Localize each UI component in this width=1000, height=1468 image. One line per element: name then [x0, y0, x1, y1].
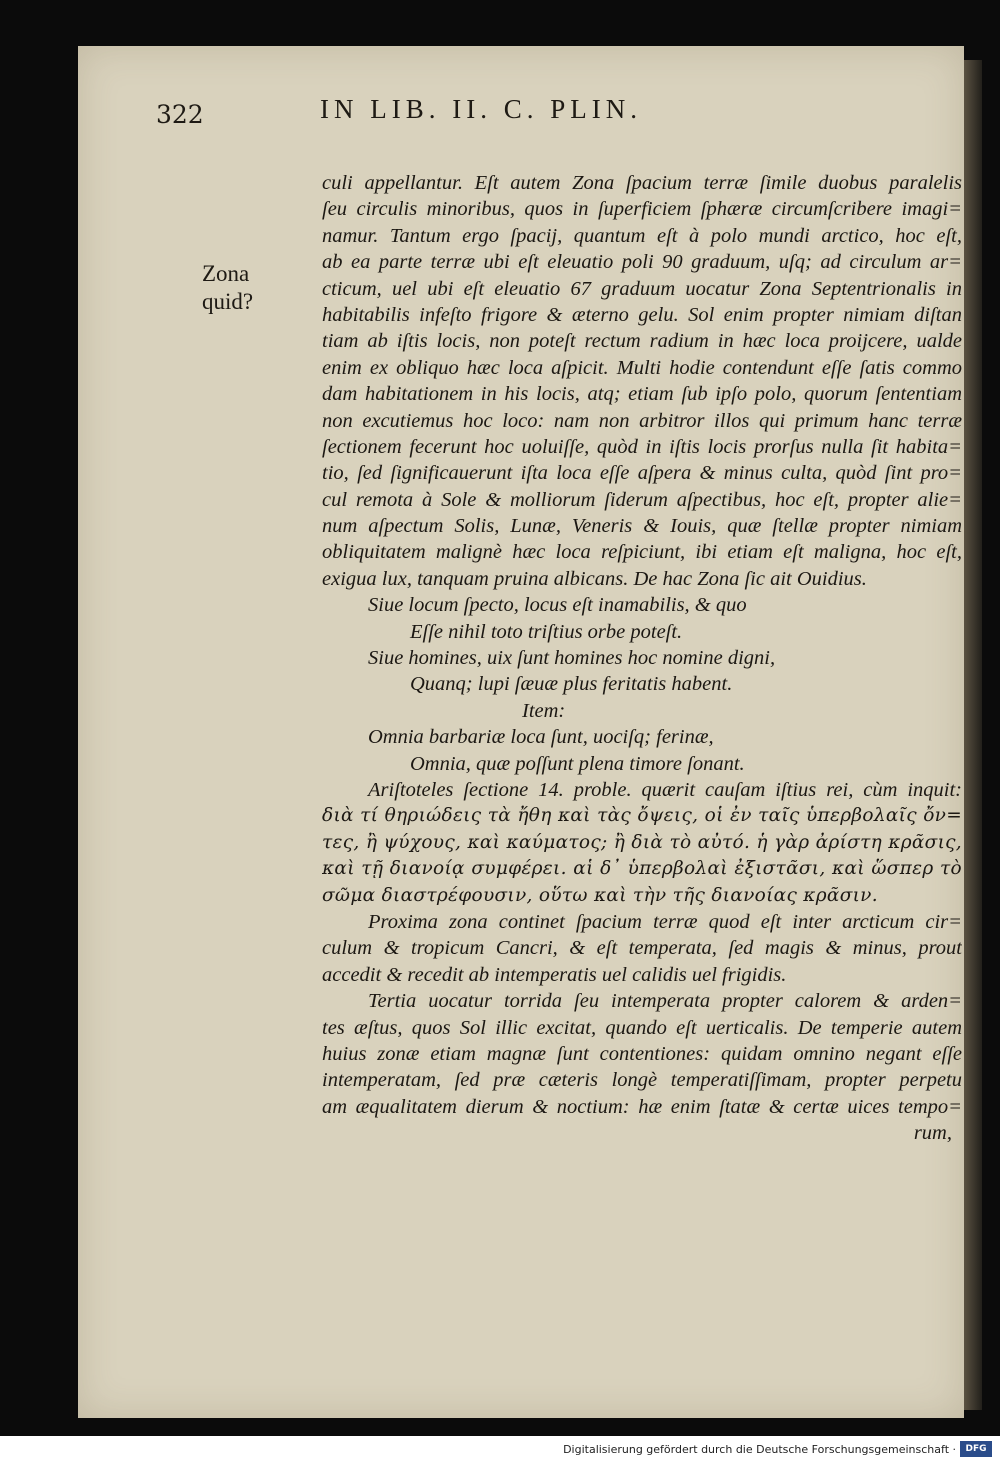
verse-line: Eſſe nihil toto triſtius orbe poteſt.	[410, 620, 683, 643]
text-line: ſectionem fecerunt hoc uoluiſſe, quòd in iſtis locis prorſus nulla ſit habita=	[322, 435, 962, 458]
page-number: 322	[156, 100, 204, 129]
text-line: habitabilis infeſto frigore & æterno gelu. Sol enim propter nimiam diſtan	[322, 303, 962, 326]
marginal-note-line: quid?	[202, 289, 254, 314]
text-line: enim ex obliquo hæc loca aſpicit. Multi hodie contendunt eſſe ſatis commo	[322, 356, 962, 379]
running-head: IN LIB. II. C. PLIN.	[320, 94, 642, 124]
verse-line: Siue homines, uix ſunt homines hoc nomine digni,	[368, 647, 776, 670]
text-line: Proxima zona continet ſpacium terræ quod eſt inter arcticum cir=	[368, 910, 962, 933]
greek-line: διὰ τί θηριώδεις τὰ ἤθη καὶ τὰς ὄψεις, οἱ ἐν ταῖς ὑπερβολαῖς ὄν=	[322, 805, 962, 827]
text-line: dam habitationem in his locis, atq; etiam ſub ipſo polo, quorum ſententiam	[322, 383, 962, 406]
text-line: intemperatam, ſed præ cæteris longè temperatiſſimam, propter perpetu	[322, 1069, 962, 1092]
catchword: rum,	[913, 1122, 952, 1145]
marginal-note	[202, 260, 282, 316]
text-line: namur. Tantum ergo ſpacij, quantum eſt à polo mundi arctico, hoc eſt,	[322, 224, 962, 247]
dfg-logo-icon: DFG	[960, 1441, 992, 1457]
page-edge	[964, 60, 982, 1410]
text-line: ſeu circulis minoribus, quos in ſuperficiem ſphæræ circumſcribere imagi=	[322, 198, 962, 221]
body-text	[322, 170, 962, 1146]
text-line: tio, ſed ſignificauerunt iſta loca eſſe aſpera & minus culta, quòd ſint pro=	[322, 462, 962, 485]
text-line: huius zonæ etiam magnæ ſunt contentiones: quidam omnino negant eſſe	[322, 1042, 962, 1065]
verse-line: Siue locum ſpecto, locus eſt inamabilis, & quo	[368, 594, 747, 617]
text-line: num aſpectum Solis, Lunæ, Veneris & Iouis, quæ ſtellæ propter nimiam	[322, 515, 962, 538]
text-line: cul remota à Sole & molliorum ſiderum aſpectibus, hoc eſt, propter alie=	[322, 488, 962, 511]
greek-line: σῶμα διαστρέφουσιν, οὕτω καὶ τὴν τῆς διανοίας κρᾶσιν.	[322, 884, 878, 906]
text-line: culum & tropicum Cancri, & eſt temperata, ſed magis & minus, prout	[322, 937, 962, 960]
text-line: Ariſtoteles ſectione 14. proble. quærit cauſam iſtius rei, cùm inquit:	[368, 778, 962, 801]
verse-line: Quanq; lupi ſæuæ plus feritatis habent.	[410, 673, 733, 696]
greek-line: τες, ἢ ψύχους, καὶ καύματος; ἢ διὰ τὸ αὐτό. ἡ γὰρ ἀρίστη κρᾶσις,	[322, 831, 962, 853]
verse-line: Omnia barbariæ loca ſunt, uociſq; ferinæ,	[368, 726, 714, 749]
text-line: tes æſtus, quos Sol illic excitat, quando eſt uerticalis. De temperie autem	[322, 1016, 962, 1039]
text-line: accedit & recedit ab intemperatis uel calidis uel frigidis.	[322, 963, 787, 986]
text-line: cticum, uel ubi eſt eleuatio 67 graduum uocatur Zona Septentrionalis in	[322, 277, 962, 300]
greek-line: καὶ τῇ διανοίᾳ συμφέρει. αἱ δ᾽ ὑπερβολαὶ ἐξιστᾶσι, καὶ ὥσπερ τὸ	[322, 858, 962, 880]
marginal-note-line: Zona	[202, 261, 250, 286]
verse-line: Omnia, quæ poſſunt plena timore ſonant.	[410, 752, 745, 775]
text-line: Tertia uocatur torrida ſeu intemperata propter calorem & arden=	[368, 990, 962, 1013]
text-line: am æqualitatem dierum & noctium: hæ enim ſtatæ & certæ uices tempo=	[322, 1095, 962, 1118]
text-line: exigua lux, tanquam pruina albicans. De hac Zona ſic ait Ouidius.	[322, 567, 867, 590]
text-line: culi appellantur. Eſt autem Zona ſpacium terræ ſimile duobus paralelis	[322, 172, 962, 194]
text-line: non excutiemus hoc loco: nam non arbitror illos qui primum hanc terræ	[322, 409, 962, 432]
text-line: ab ea parte terræ ubi eſt eleuatio poli 90 graduum, uſq; ad circulum ar=	[322, 251, 962, 274]
footer-credit: Digitalisierung gefördert durch die Deutsche Forschungsgemeinschaft ·	[563, 1443, 956, 1456]
text-line: tiam ab iſtis locis, non poteſt rectum radium in hæc loca proijcere, ualde	[322, 330, 962, 353]
text-line: obliquitatem malignè hæc loca reſpiciunt, ibi etiam eſt maligna, hoc eſt,	[322, 541, 962, 564]
verse-line: Item:	[522, 699, 566, 722]
